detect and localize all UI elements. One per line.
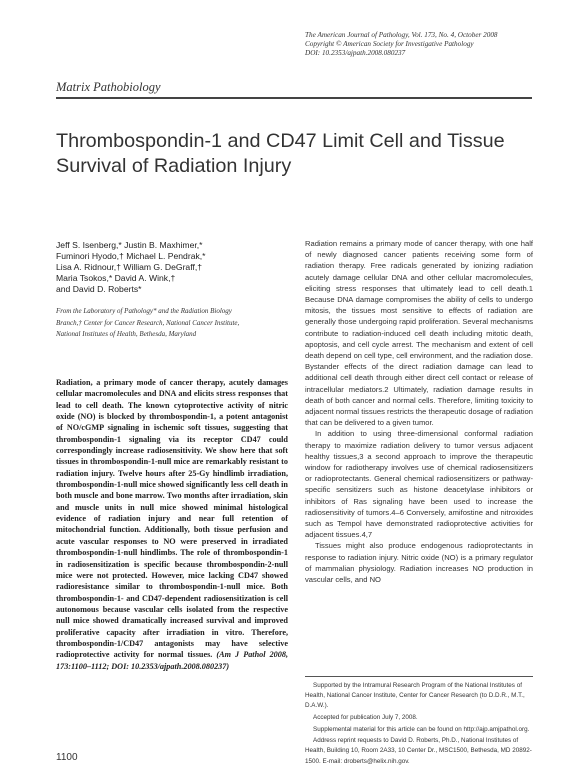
- page-number: 1100: [56, 752, 78, 763]
- affiliation-line-3: National Institutes of Health, Bethesda, Maryland: [56, 330, 197, 339]
- author-list: [56, 240, 286, 295]
- footnote-reprints: Address reprint requests to David D. Roberts, Ph.D., National Institutes of Health, Building 10, Room 2A33, 10 Center Dr., MSC1500, Bethesda, MD 20892-1500. E-mail: droberts@helix.nih.gov.: [305, 737, 532, 765]
- journal-copyright: Copyright © American Society for Investigative Pathology: [305, 40, 474, 48]
- body-paragraph-2: In addition to using three-dimensional conformal radiation therapy to maximize radiation delivery to tumor versus adjacent healthy tissues,3 a second approach to improve the therapeutic window for radiotherapy involves use of chemical radiosensitizers or radioprotectants. General chemical radiosensitizers or pathway-specific sensitizers such as histone deacetylase inhibitors or inhibitors of Ras signaling have been used to increase the radiosensitivity of tumors.4–6 Conversely, amifostine and nitroxides such as Tempol have demonstrated radioprotective activities for adjacent tissues.4,7: [305, 429, 533, 540]
- article-title-line-2: Survival of Radiation Injury: [56, 155, 292, 177]
- section-divider: [56, 97, 532, 99]
- author-line: and David D. Roberts*: [56, 284, 142, 295]
- footnote-divider: [305, 676, 533, 677]
- journal-header: [305, 31, 565, 58]
- body-paragraph-1: Radiation remains a primary mode of cancer therapy, with one half of newly diagnosed cancer patients receiving some form of radiation therapy. Free radicals generated by ionizing radiation acutely damage cellular DNA and other cellular macromolecules, eliciting stress responses that ultimately lead to cell death.1 Because DNA damage compromises the ability of cells to undergo mitosis, the tissues most sensitive to effects of radiation are generally those undergoing rapid proliferation. Several mechanisms contribute to radiation-induced cell death including mitotic death, apoptosis, and cell cycle arrest. The mechanism and extent of cell death depend on cell type, cell environment, and the radiation dose. Bystander effects of the direct radiation damage can lead to additional cell death through either direct cell contact or release of intracellular mediators.2 Ultimately, radiation damage results in death of both cancer and normal cells. Therefore, limiting toxicity to adjacent normal tissues restricts the therapeutic dosage of radiation that can be delivered to a given tumor.: [305, 239, 533, 428]
- body-text: [305, 238, 533, 585]
- journal-citation: The American Journal of Pathology, Vol. 173, No. 4, October 2008: [305, 31, 498, 39]
- abstract-citation: (Am J Pathol 2008, 173:1100–1112; DOI: 10.2353/ajpath.2008.080237): [56, 650, 288, 671]
- footnotes: [305, 681, 533, 768]
- author-line: Lisa A. Ridnour,† William G. DeGraff,†: [56, 262, 202, 273]
- abstract: [56, 377, 288, 672]
- journal-doi: DOI: 10.2353/ajpath.2008.080237: [305, 49, 406, 57]
- body-paragraph-3: Tissues might also produce endogenous radioprotectants in response to radiation injury. Nitric oxide (NO) is a primary regulator of mammalian physiology. Radiation increases NO production in vascular cells, and NO: [305, 541, 533, 585]
- footnote-funding: Supported by the Intramural Research Program of the National Institutes of Health, National Cancer Institute, Center for Cancer Research (to D.D.R., M.T., D.A.W.).: [305, 682, 525, 710]
- footnote-supplemental: Supplemental material for this article can be found on http://ajp.amjpathol.org.: [313, 725, 530, 733]
- article-title-line-1: Thrombospondin-1 and CD47 Limit Cell and Tissue: [56, 130, 505, 152]
- section-label: Matrix Pathobiology: [56, 80, 161, 94]
- footnote-accepted: Accepted for publication July 7, 2008.: [313, 714, 418, 721]
- article-title: [56, 129, 526, 179]
- abstract-text: Radiation, a primary mode of cancer therapy, acutely damages cellular macromolecules and DNA and elicits stress responses that lead to cell death. The known cytoprotective activity of nitric oxide (NO) is blocked by thrombospondin-1, a potent antagonist of NO/cGMP signaling in ischemic soft tissues, suggesting that thrombospondin-1 signaling via its receptor CD47 could correspondingly increase radiosensitivity. We show here that soft tissues in thrombospondin-1-null mice are remarkably resistant to radiation injury. Twelve hours after 25-Gy hindlimb irradiation, thrombospondin-1-null mice showed significantly less cell death in both muscle and bone marrow. Two months after irradiation, skin and muscle units in null mice showed minimal histological evidence of radiation injury and near full retention of mitochondrial function. Additionally, both tissue perfusion and acute vascular responses to NO were preserved in irradiated thrombospondin-1-null hindlimbs. The role of thrombospondin-1 in radiosensitization is specific because thrombospondin-2-null mice were not protected. However, mice lacking CD47 showed radioresistance similar to thrombospondin-1-null mice. Both thrombospondin-1- and CD47-dependent radiosensitization is cell autonomous because vascular cells isolated from the respective null mice showed dramatically increased survival and improved proliferative capacity after irradiation in vitro. Therefore, thrombospondin-1/CD47 antagonists may have selective radioprotective activity for normal tissues.: [56, 378, 288, 660]
- affiliation-line-2: Branch,† Center for Cancer Research, National Cancer Institute,: [56, 318, 240, 327]
- affiliation-line-1: From the Laboratory of Pathology* and the Radiation Biology: [56, 307, 232, 315]
- author-line: Jeff S. Isenberg,* Justin B. Maxhimer,*: [56, 240, 203, 250]
- author-line: Maria Tsokos,* David A. Wink,†: [56, 273, 176, 284]
- author-line: Fuminori Hyodo,† Michael L. Pendrak,*: [56, 251, 206, 262]
- affiliation: [56, 306, 286, 341]
